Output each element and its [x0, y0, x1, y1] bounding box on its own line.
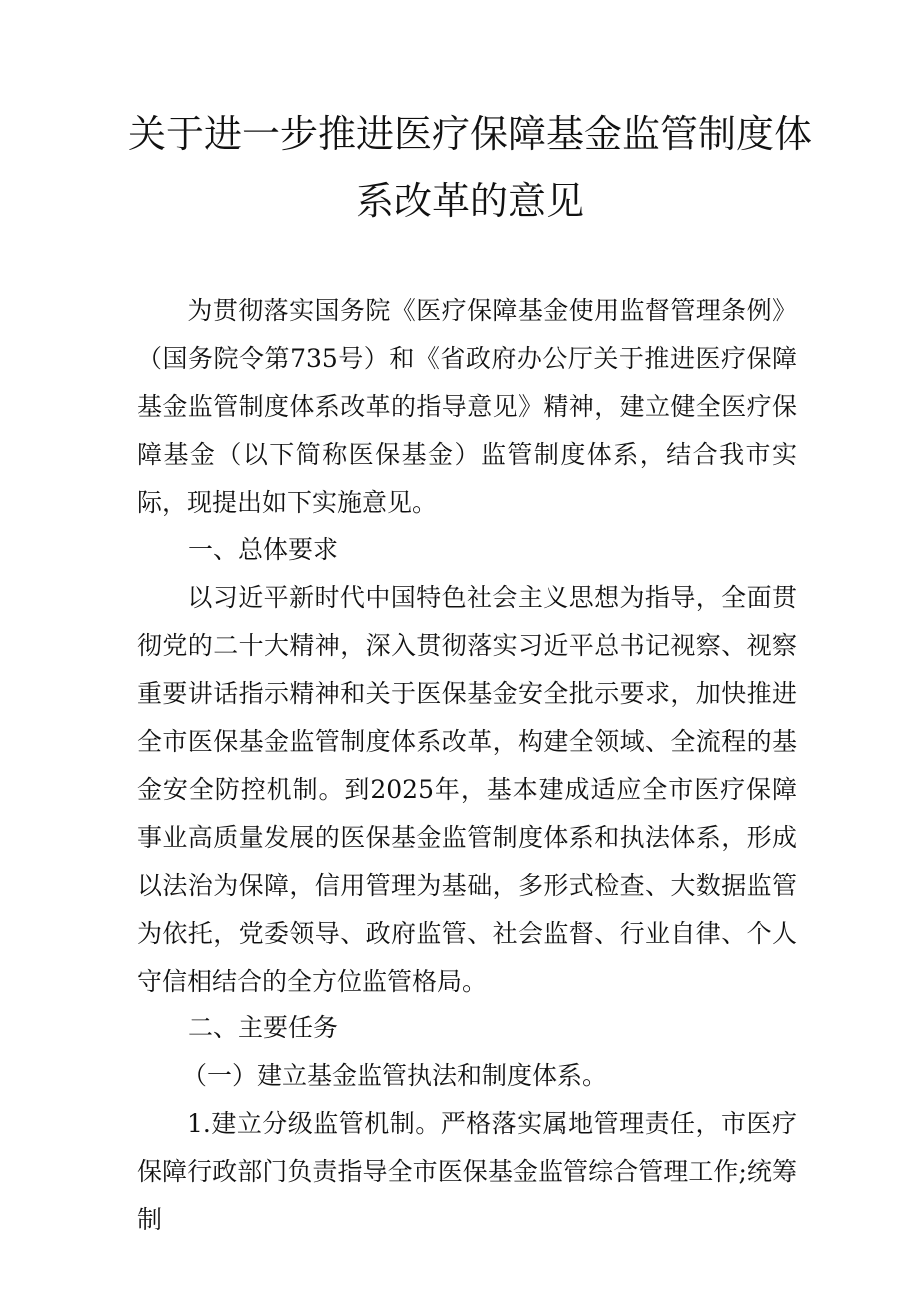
document-title-line-1: 关于进一步推进医疗保障基金监管制度体: [127, 112, 812, 156]
item-1-text: 1.建立分级监管机制。严格落实属地管理责任，市医疗保障行政部门负责指导全市医保基金监管综合管理工作;统筹制: [137, 1109, 797, 1234]
item-1-paragraph: [137, 1100, 797, 1244]
section-1-heading: 一、总体要求: [188, 535, 339, 564]
section-2-heading: 二、主要任务: [188, 1013, 339, 1042]
intro-paragraph: [137, 287, 797, 527]
section-1-paragraph: [137, 574, 797, 1006]
document-title-line-2: 系改革的意见: [355, 179, 584, 223]
subsection-1-heading: （一）建立基金监管执法和制度体系。: [182, 1061, 608, 1090]
intro-text: 为贯彻落实国务院《医疗保障基金使用监督管理条例》（国务院令第735号）和《省政府办公厅关于推进医疗保障基金监管制度体系改革的指导意见》精神，建立健全医疗保障基金（以下简称医保基金）监管制度体系，结合我市实际，现提出如下实施意见。: [137, 296, 797, 517]
section-1-text: 以习近平新时代中国特色社会主义思想为指导，全面贯彻党的二十大精神，深入贯彻落实习近平总书记视察、视察重要讲话指示精神和关于医保基金安全批示要求，加快推进全市医保基金监管制度体系改革，构建全领域、全流程的基金安全防控机制。到2025年，基本建成适应全市医疗保障事业高质量发展的医保基金监管制度体系和执法体系，形成以法治为保障，信用管理为基础，多形式检查、大数据监管为依托，党委领导、政府监管、社会监督、行业自律、个人守信相结合的全方位监管格局。: [137, 583, 797, 996]
